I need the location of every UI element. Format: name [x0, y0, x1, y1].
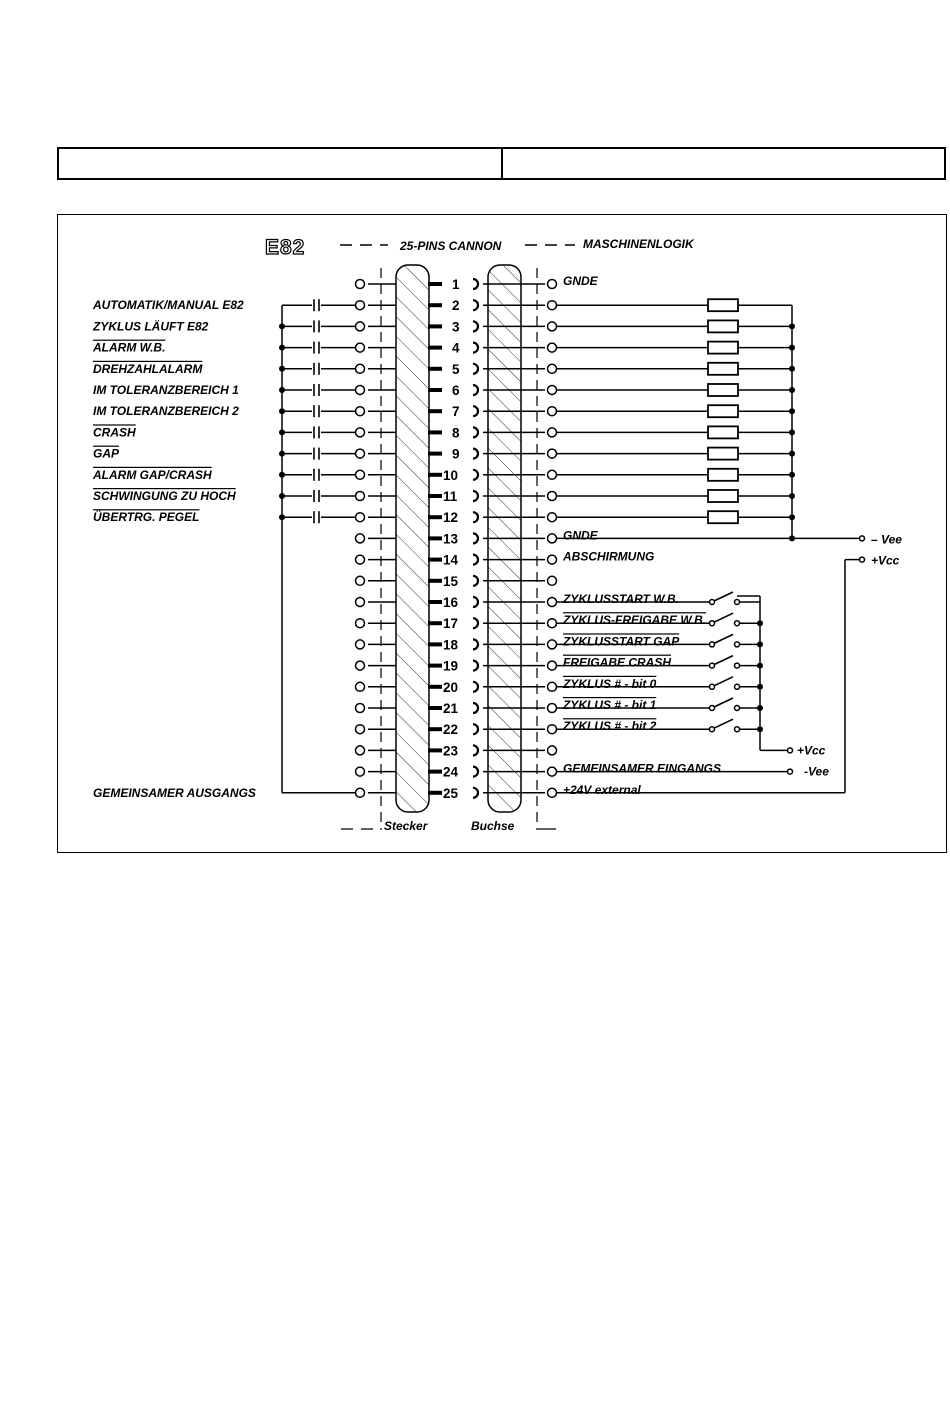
- pin-terminal-left: [356, 364, 365, 373]
- pin-plug-contact: [428, 452, 442, 456]
- pin-number: 13: [443, 531, 459, 547]
- pin-terminal-left: [356, 788, 365, 797]
- pin-terminal-right: [548, 767, 557, 776]
- pin-plug-contact: [428, 409, 442, 413]
- pin-terminal-right: [548, 746, 557, 755]
- resistor: [708, 320, 738, 332]
- pin-plug-contact: [428, 536, 442, 540]
- pin-socket-contact: [473, 321, 478, 331]
- pin-plug-contact: [428, 642, 442, 646]
- machine-logic-title: MASCHINENLOGIK: [583, 237, 694, 251]
- pin-terminal-left: [356, 682, 365, 691]
- pin-socket-contact: [473, 661, 478, 671]
- left-signal-label: ALARM W.B.: [93, 340, 166, 355]
- switch-blade: [714, 656, 733, 665]
- pin-terminal-left: [356, 407, 365, 416]
- right-signal-label: ZYKLUS # - bit 0: [563, 676, 657, 691]
- pin-terminal-right: [548, 619, 557, 628]
- right-signal-label: FREIGABE CRASH: [563, 655, 672, 670]
- left-signal-label: SCHWINGUNG ZU HOCH: [93, 489, 236, 503]
- pin-terminal-right: [548, 682, 557, 691]
- device-title: E82: [265, 236, 306, 259]
- pin-number: 6: [452, 383, 460, 398]
- pin-socket-contact: [473, 597, 478, 607]
- pin-terminal-right: [548, 534, 557, 543]
- pin-number: 2: [452, 298, 460, 314]
- left-signal-label: DREHZAHLALARM: [93, 361, 203, 376]
- pin-terminal-left: [356, 322, 365, 331]
- pin-number: 14: [443, 552, 459, 568]
- switch-blade: [714, 613, 733, 622]
- pin-socket-contact: [473, 703, 478, 713]
- vcc-label: +Vcc: [871, 553, 900, 568]
- pin-socket-contact: [473, 745, 478, 755]
- left-signal-label: GEMEINSAMER AUSGANGS: [93, 785, 256, 800]
- resistor: [708, 405, 738, 417]
- plug-body: [396, 265, 429, 812]
- pin-socket-contact: [473, 555, 478, 565]
- left-signal-label: ALARM GAP/CRASH: [93, 467, 212, 482]
- pin-number: 24: [443, 764, 459, 780]
- pin-plug-contact: [428, 282, 442, 286]
- pin-socket-contact: [473, 470, 478, 480]
- pin-number: 23: [443, 743, 459, 759]
- pin-terminal-right: [548, 407, 557, 416]
- switch-contact: [735, 684, 740, 689]
- resistor: [708, 426, 738, 438]
- pin-terminal-left: [356, 301, 365, 310]
- vcc-terminal: [860, 557, 865, 562]
- pin-number: 9: [452, 446, 460, 462]
- resistor: [708, 363, 738, 375]
- pin-terminal-right: [548, 428, 557, 437]
- pin-number: 12: [443, 510, 459, 526]
- switch-contact: [735, 600, 740, 605]
- pin-plug-contact: [428, 558, 442, 562]
- pin-socket-contact: [473, 533, 478, 543]
- switch-blade: [714, 634, 733, 643]
- pin-number: 16: [443, 595, 459, 610]
- left-signal-label: CRASH: [93, 425, 136, 440]
- pin-plug-contact: [428, 685, 442, 689]
- switch-blade: [714, 592, 733, 601]
- resistor: [708, 448, 738, 460]
- pin-terminal-left: [356, 576, 365, 585]
- socket-label: Buchse: [471, 819, 515, 833]
- pin-plug-contact: [428, 770, 442, 774]
- right-signal-label: GNDE: [563, 528, 598, 543]
- switch-blade: [714, 677, 733, 686]
- pin-socket-contact: [473, 300, 478, 310]
- switch-contact: [735, 727, 740, 732]
- right-signal-label: GEMEINSAMER EINGANGS: [563, 761, 722, 776]
- pin-terminal-right: [548, 470, 557, 479]
- pin-terminal-left: [356, 280, 365, 289]
- pin-socket-contact: [473, 788, 478, 798]
- pin-number: 5: [452, 361, 460, 377]
- vcc-small-terminal: [788, 748, 793, 753]
- pin-terminal-left: [356, 449, 365, 458]
- switch-blade: [714, 719, 733, 728]
- pin-number: 19: [443, 658, 459, 674]
- pin-number: 17: [443, 616, 459, 632]
- switch-contact: [735, 706, 740, 711]
- pin-number: 4: [452, 340, 460, 356]
- resistor: [708, 469, 738, 481]
- pin-terminal-left: [356, 386, 365, 395]
- right-signal-label: ABSCHIRMUNG: [563, 549, 655, 564]
- vee-terminal: [860, 536, 865, 541]
- pin-terminal-left: [356, 534, 365, 543]
- pin-terminal-left: [356, 343, 365, 352]
- pin-number: 10: [443, 467, 459, 483]
- pin-terminal-left: [356, 470, 365, 479]
- pin-terminal-right: [548, 386, 557, 395]
- right-signal-label: ZYKLUSSTART W.B.: [563, 592, 679, 606]
- resistor: [708, 384, 738, 396]
- resistor: [708, 342, 738, 354]
- pin-plug-contact: [428, 324, 442, 328]
- pin-terminal-right: [548, 513, 557, 522]
- left-signal-label: ZYKLUS LÄUFT E82: [93, 319, 209, 334]
- pin-terminal-left: [356, 640, 365, 649]
- pin-number: 18: [443, 637, 459, 653]
- pin-terminal-left: [356, 725, 365, 734]
- pin-terminal-left: [356, 598, 365, 607]
- switch-contact: [735, 621, 740, 626]
- plug-label: Stecker: [384, 819, 428, 833]
- switch-contact: [735, 642, 740, 647]
- resistor: [708, 299, 738, 311]
- pin-terminal-right: [548, 661, 557, 670]
- pin-plug-contact: [428, 579, 442, 583]
- pin-plug-contact: [428, 791, 442, 795]
- pin-socket-contact: [473, 406, 478, 416]
- vee-small-label: -Vee: [804, 764, 829, 779]
- left-signal-label: IM TOLERANZBEREICH 1: [93, 383, 239, 397]
- pin-terminal-right: [548, 301, 557, 310]
- pin-number: 22: [443, 722, 459, 738]
- connector-title: 25-PINS CANNON: [400, 239, 502, 253]
- left-signal-label: AUTOMATIK/MANUAL E82: [93, 298, 244, 313]
- pin-terminal-left: [356, 661, 365, 670]
- pin-number: 21: [443, 701, 459, 716]
- pin-socket-contact: [473, 385, 478, 395]
- pin-socket-contact: [473, 767, 478, 777]
- pin-terminal-left: [356, 513, 365, 522]
- pin-terminal-left: [356, 428, 365, 437]
- pin-socket-contact: [473, 576, 478, 586]
- pin-terminal-right: [548, 598, 557, 607]
- pin-socket-contact: [473, 724, 478, 734]
- pin-terminal-right: [548, 640, 557, 649]
- pin-terminal-right: [548, 555, 557, 564]
- pin-number: 7: [452, 404, 460, 420]
- pin-socket-contact: [473, 364, 478, 374]
- pin-plug-contact: [428, 346, 442, 350]
- pin-terminal-right: [548, 492, 557, 501]
- pin-number: 8: [452, 425, 460, 441]
- pin-socket-contact: [473, 639, 478, 649]
- right-signal-label: ZYKLUSSTART GAP: [563, 634, 680, 649]
- pin-terminal-right: [548, 449, 557, 458]
- pin-socket-contact: [473, 279, 478, 289]
- pin-number: 3: [452, 319, 460, 335]
- pin-plug-contact: [428, 600, 442, 604]
- pin-plug-contact: [428, 473, 442, 477]
- vee-small-terminal: [788, 769, 793, 774]
- pin-terminal-right: [548, 280, 557, 289]
- pin-plug-contact: [428, 706, 442, 710]
- vcc-small-label: +Vcc: [797, 743, 826, 758]
- pin-terminal-right: [548, 343, 557, 352]
- pin-socket-contact: [473, 491, 478, 501]
- pin-terminal-right: [548, 704, 557, 713]
- pin-socket-contact: [473, 512, 478, 522]
- pin-terminal-right: [548, 576, 557, 585]
- left-signal-label: GAP: [93, 446, 120, 461]
- pin-number: 11: [443, 489, 458, 504]
- right-signal-label: GNDE: [563, 274, 598, 288]
- pin-socket-contact: [473, 427, 478, 437]
- pin-terminal-left: [356, 492, 365, 501]
- pin-terminal-right: [548, 788, 557, 797]
- pin-plug-contact: [428, 621, 442, 625]
- pin-terminal-right: [548, 364, 557, 373]
- switch-contact: [735, 663, 740, 668]
- pin-number: 15: [443, 573, 459, 589]
- pin-terminal-left: [356, 555, 365, 564]
- right-signal-label: +24V external: [563, 782, 641, 797]
- pin-number: 20: [443, 679, 459, 695]
- switch-blade: [714, 698, 733, 707]
- pin-terminal-left: [356, 746, 365, 755]
- vee-label: – Vee: [871, 532, 902, 547]
- pin-number: 25: [443, 785, 459, 801]
- pin-plug-contact: [428, 388, 442, 392]
- pin-plug-contact: [428, 494, 442, 498]
- pin-socket-contact: [473, 682, 478, 692]
- pin-terminal-left: [356, 767, 365, 776]
- pin-terminal-left: [356, 704, 365, 713]
- pin-terminal-left: [356, 619, 365, 628]
- right-signal-label: ZYKLUS # - bit 1: [563, 698, 657, 712]
- pin-plug-contact: [428, 727, 442, 731]
- pin-plug-contact: [428, 748, 442, 752]
- pin-plug-contact: [428, 367, 442, 371]
- pin-plug-contact: [428, 664, 442, 668]
- left-signal-label: IM TOLERANZBEREICH 2: [93, 404, 239, 419]
- pin-plug-contact: [428, 430, 442, 434]
- pin-terminal-right: [548, 725, 557, 734]
- resistor: [708, 490, 738, 502]
- resistor: [708, 511, 738, 523]
- pin-socket-contact: [473, 618, 478, 628]
- pin-terminal-right: [548, 322, 557, 331]
- pin-plug-contact: [428, 303, 442, 307]
- pin-socket-contact: [473, 449, 478, 459]
- left-signal-label: ÜBERTRG. PEGEL: [93, 510, 200, 525]
- pin-plug-contact: [428, 515, 442, 519]
- pin-number: 1: [452, 277, 460, 292]
- pin-socket-contact: [473, 343, 478, 353]
- right-signal-label: ZYKLUS # - bit 2: [563, 719, 657, 734]
- right-signal-label: ZYKLUS-FREIGABE W.B.: [563, 613, 707, 628]
